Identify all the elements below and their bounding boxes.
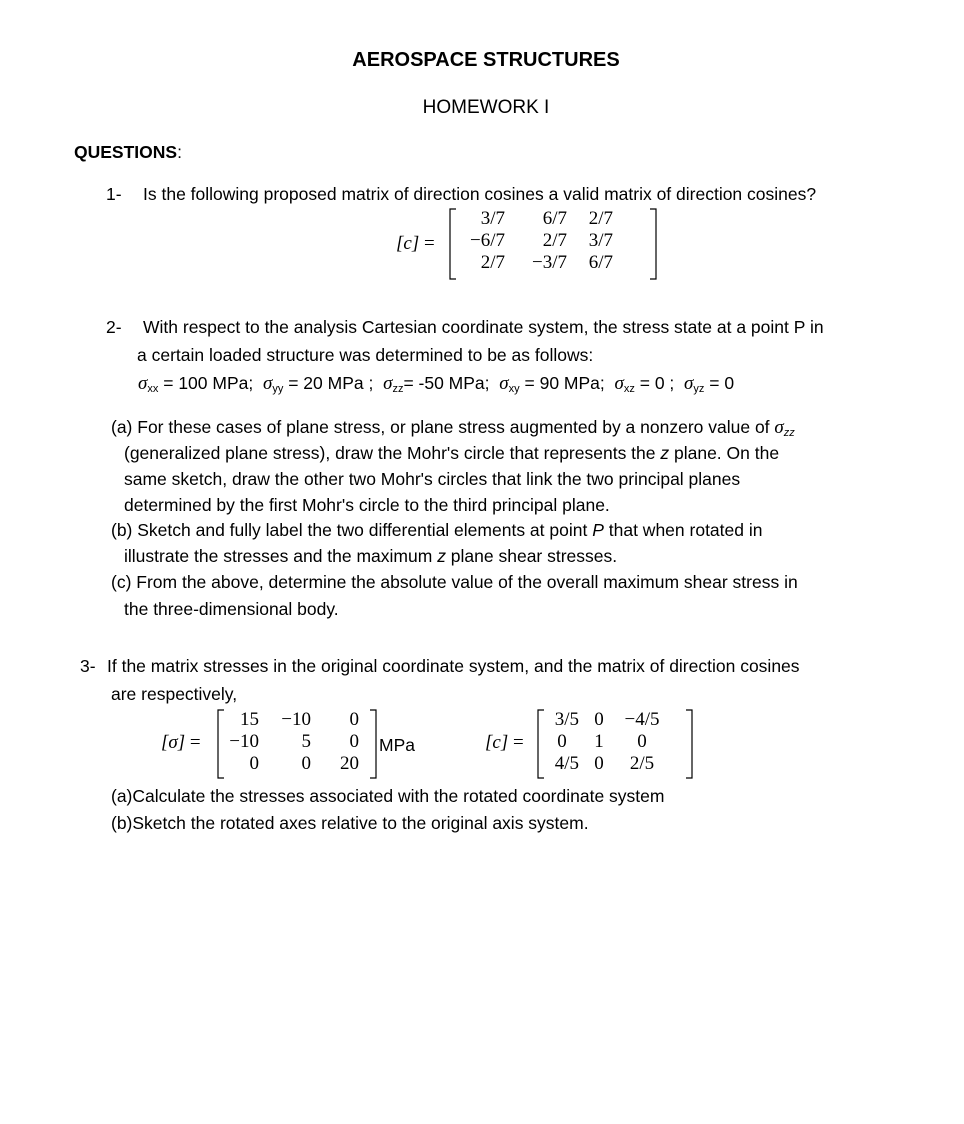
q2-part-a-line4: determined by the first Mohr's circle to the third principal plane.: [124, 495, 610, 515]
q3-line1: If the matrix stresses in the original coordinate system, and the matrix of direction cosines: [107, 656, 800, 676]
q3-part-a: (a)Calculate the stresses associated with the rotated coordinate system: [111, 786, 665, 806]
q3-line2: are respectively,: [111, 684, 238, 704]
stress-component: $\sigma_{zz}= -50$ MPa;: [383, 373, 490, 395]
q2-part-b-line1: (b) Sketch and fully label the two differential elements at point P that when rotated in: [111, 520, 763, 540]
matrix-cell: 0: [594, 753, 604, 774]
matrix-cell: 4/5: [554, 753, 579, 774]
matrix-cell: 6/7: [588, 252, 613, 273]
q3-c-label: [c] =: [485, 732, 524, 753]
q1-matrix-row: [453, 208, 619, 230]
questions-heading-label: QUESTIONS: [74, 142, 178, 162]
matrix-cell: −10: [229, 731, 259, 752]
matrix-cell: 2/5: [629, 753, 655, 774]
stress-component: $\sigma_{yy} = 20$ MPa ;: [262, 373, 374, 395]
matrix-cell: 0: [637, 731, 647, 752]
q3-c-row: [539, 709, 671, 731]
q3-c-row: [539, 731, 671, 753]
q3-sigma-matrix: [219, 709, 365, 775]
matrix-cell: 0: [349, 709, 359, 730]
q2-part-c-line2: the three-dimensional body.: [124, 599, 339, 619]
questions-heading-colon: :: [177, 142, 182, 162]
matrix-cell: 2/7: [588, 208, 613, 229]
q3-number: 3-: [80, 656, 96, 676]
page-title: AEROSPACE STRUCTURES: [352, 49, 620, 71]
stress-component: $\sigma_{xz} = 0$ ;: [614, 373, 675, 395]
q2-line2: a certain loaded structure was determined to be as follows:: [137, 345, 594, 365]
q3-part-b: (b)Sketch the rotated axes relative to the original axis system.: [111, 813, 589, 833]
matrix-cell: −6/7: [470, 230, 505, 251]
stress-component: $\sigma_{xx} = 100$ MPa;: [138, 373, 254, 395]
stress-component: $\sigma_{xy} = 90$ MPa;: [499, 373, 605, 395]
matrix-cell: 3/5: [554, 709, 579, 730]
stress-component: $\sigma_{yz} = 0$: [684, 373, 735, 395]
matrix-cell: −4/5: [624, 709, 660, 730]
q3-sigma-row: [219, 709, 365, 731]
questions-heading: [74, 139, 182, 165]
matrix-cell: 0: [349, 731, 359, 752]
matrix-cell: 0: [594, 709, 604, 730]
matrix-cell: −3/7: [532, 252, 567, 273]
matrix-cell: −10: [281, 709, 311, 730]
matrix-cell: 0: [301, 753, 311, 774]
matrix-cell: 2/7: [542, 230, 567, 251]
q3-sigma-row: [219, 753, 365, 775]
q2-part-b-line2: illustrate the stresses and the maximum z plane shear stresses.: [124, 546, 618, 566]
matrix-cell: 15: [240, 709, 259, 730]
matrix-cell: 1: [594, 731, 604, 752]
q1-matrix: [453, 208, 619, 274]
matrix-cell: 3/7: [480, 208, 505, 229]
q3-sigma-row: [219, 731, 365, 753]
matrix-cell: 20: [340, 753, 359, 774]
q2-part-a-line2: (generalized plane stress), draw the Mohr's circle that represents the z plane. On the: [124, 443, 780, 463]
q2-stress-values: [138, 370, 734, 402]
q3-sigma-label: [σ] =: [161, 732, 201, 753]
matrix-cell: 0: [557, 731, 567, 752]
q3-c-matrix: [539, 709, 671, 775]
q2-line1: With respect to the analysis Cartesian coordinate system, the stress state at a point P in: [143, 317, 824, 337]
q1-matrix-row: [453, 252, 619, 274]
q1-matrix-row: [453, 230, 619, 252]
q1-text: Is the following proposed matrix of direction cosines a valid matrix of direction cosines?: [143, 184, 817, 204]
q2-part-a-line3: same sketch, draw the other two Mohr's circles that link the two principal planes: [124, 469, 741, 489]
matrix-cell: 2/7: [480, 252, 505, 273]
q3-c-row: [539, 753, 671, 775]
q1-number: 1-: [106, 184, 122, 204]
matrix-cell: 5: [301, 731, 311, 752]
q2-number: 2-: [106, 317, 122, 337]
page-subtitle: HOMEWORK I: [422, 97, 550, 118]
q1-matrix-label: [c] =: [396, 233, 435, 254]
matrix-cell: 3/7: [588, 230, 613, 251]
matrix-cell: 0: [249, 753, 259, 774]
matrix-cell: 6/7: [542, 208, 567, 229]
q2-part-a-line1: (a) For these cases of plane stress, or plane stress augmented by a nonzero value of $\sigma_{zz}$: [111, 417, 795, 439]
q3-sigma-unit: MPa: [379, 735, 415, 755]
q2-part-c-line1: (c) From the above, determine the absolute value of the overall maximum shear stress in: [111, 572, 798, 592]
